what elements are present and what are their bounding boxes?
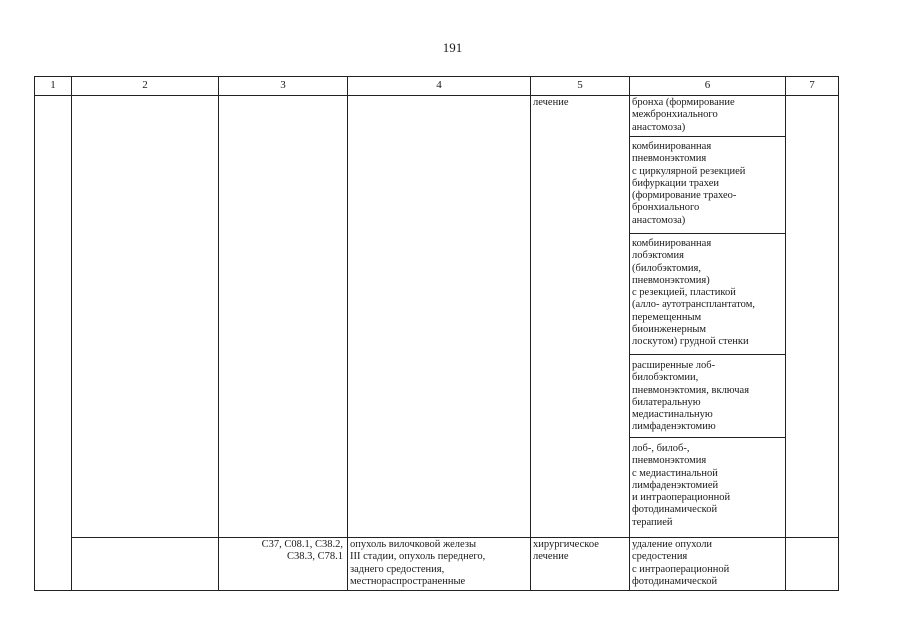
- column-border: [34, 76, 35, 591]
- column-border: [838, 76, 839, 591]
- cell-separator: [629, 437, 785, 438]
- method-cell: комбинированная лобэктомия (билобэктомия, пневмонэктомия) с резекцией, пластикой (алло- аутотрансплантатом, перемещенным биоинженерным лоскутом) грудной стенки: [632, 238, 755, 348]
- cell-separator: [629, 136, 785, 137]
- treatment-type-cell: хирургическое лечение: [533, 539, 599, 563]
- page-number: 191: [442, 40, 463, 55]
- method-cell: удаление опухоли средостения с интраоперационной фотодинамической: [632, 539, 730, 587]
- column-border: [347, 76, 348, 591]
- column-header-6: 6: [704, 79, 711, 91]
- column-header-5: 5: [577, 79, 583, 91]
- column-header-1: 1: [50, 79, 56, 91]
- method-cell: комбинированная пневмонэктомия с циркулярной резекцией бифуркации трахеи (формирование трахео- бронхиального анастомоза): [632, 141, 746, 226]
- diagnosis-cell: опухоль вилочковой железы III стадии, опухоль переднего, заднего средостения, местнораспространенные: [350, 539, 486, 587]
- table-top-border: [34, 76, 839, 77]
- column-header-7: 7: [809, 79, 815, 91]
- column-border: [629, 76, 630, 591]
- column-border: [71, 76, 72, 591]
- header-bottom-border: [34, 95, 839, 96]
- cell-separator: [629, 354, 785, 355]
- treatment-type-cell: лечение: [533, 97, 569, 108]
- column-border: [785, 76, 786, 591]
- column-header-4: 4: [436, 79, 442, 91]
- icd-codes-cell: C37, C08.1, C38.2, C38.3, C78.1: [261, 539, 343, 563]
- method-cell: бронха (формирование межбронхиального анастомоза): [632, 97, 735, 133]
- table-bottom-border: [34, 590, 839, 591]
- cell-separator: [629, 233, 785, 234]
- method-cell: лоб-, билоб-, пневмонэктомия с медиастинальной лимфаденэктомией и интраоперационной фотодинамической терапией: [632, 443, 731, 528]
- row-separator: [71, 537, 839, 538]
- column-header-2: 2: [142, 79, 148, 91]
- column-border: [218, 76, 219, 591]
- column-border: [530, 76, 531, 591]
- column-header-3: 3: [280, 79, 286, 91]
- method-cell: расширенные лоб- билобэктомии, пневмонэктомия, включая билатеральную медиастинальную лимфаденэктомию: [632, 360, 750, 433]
